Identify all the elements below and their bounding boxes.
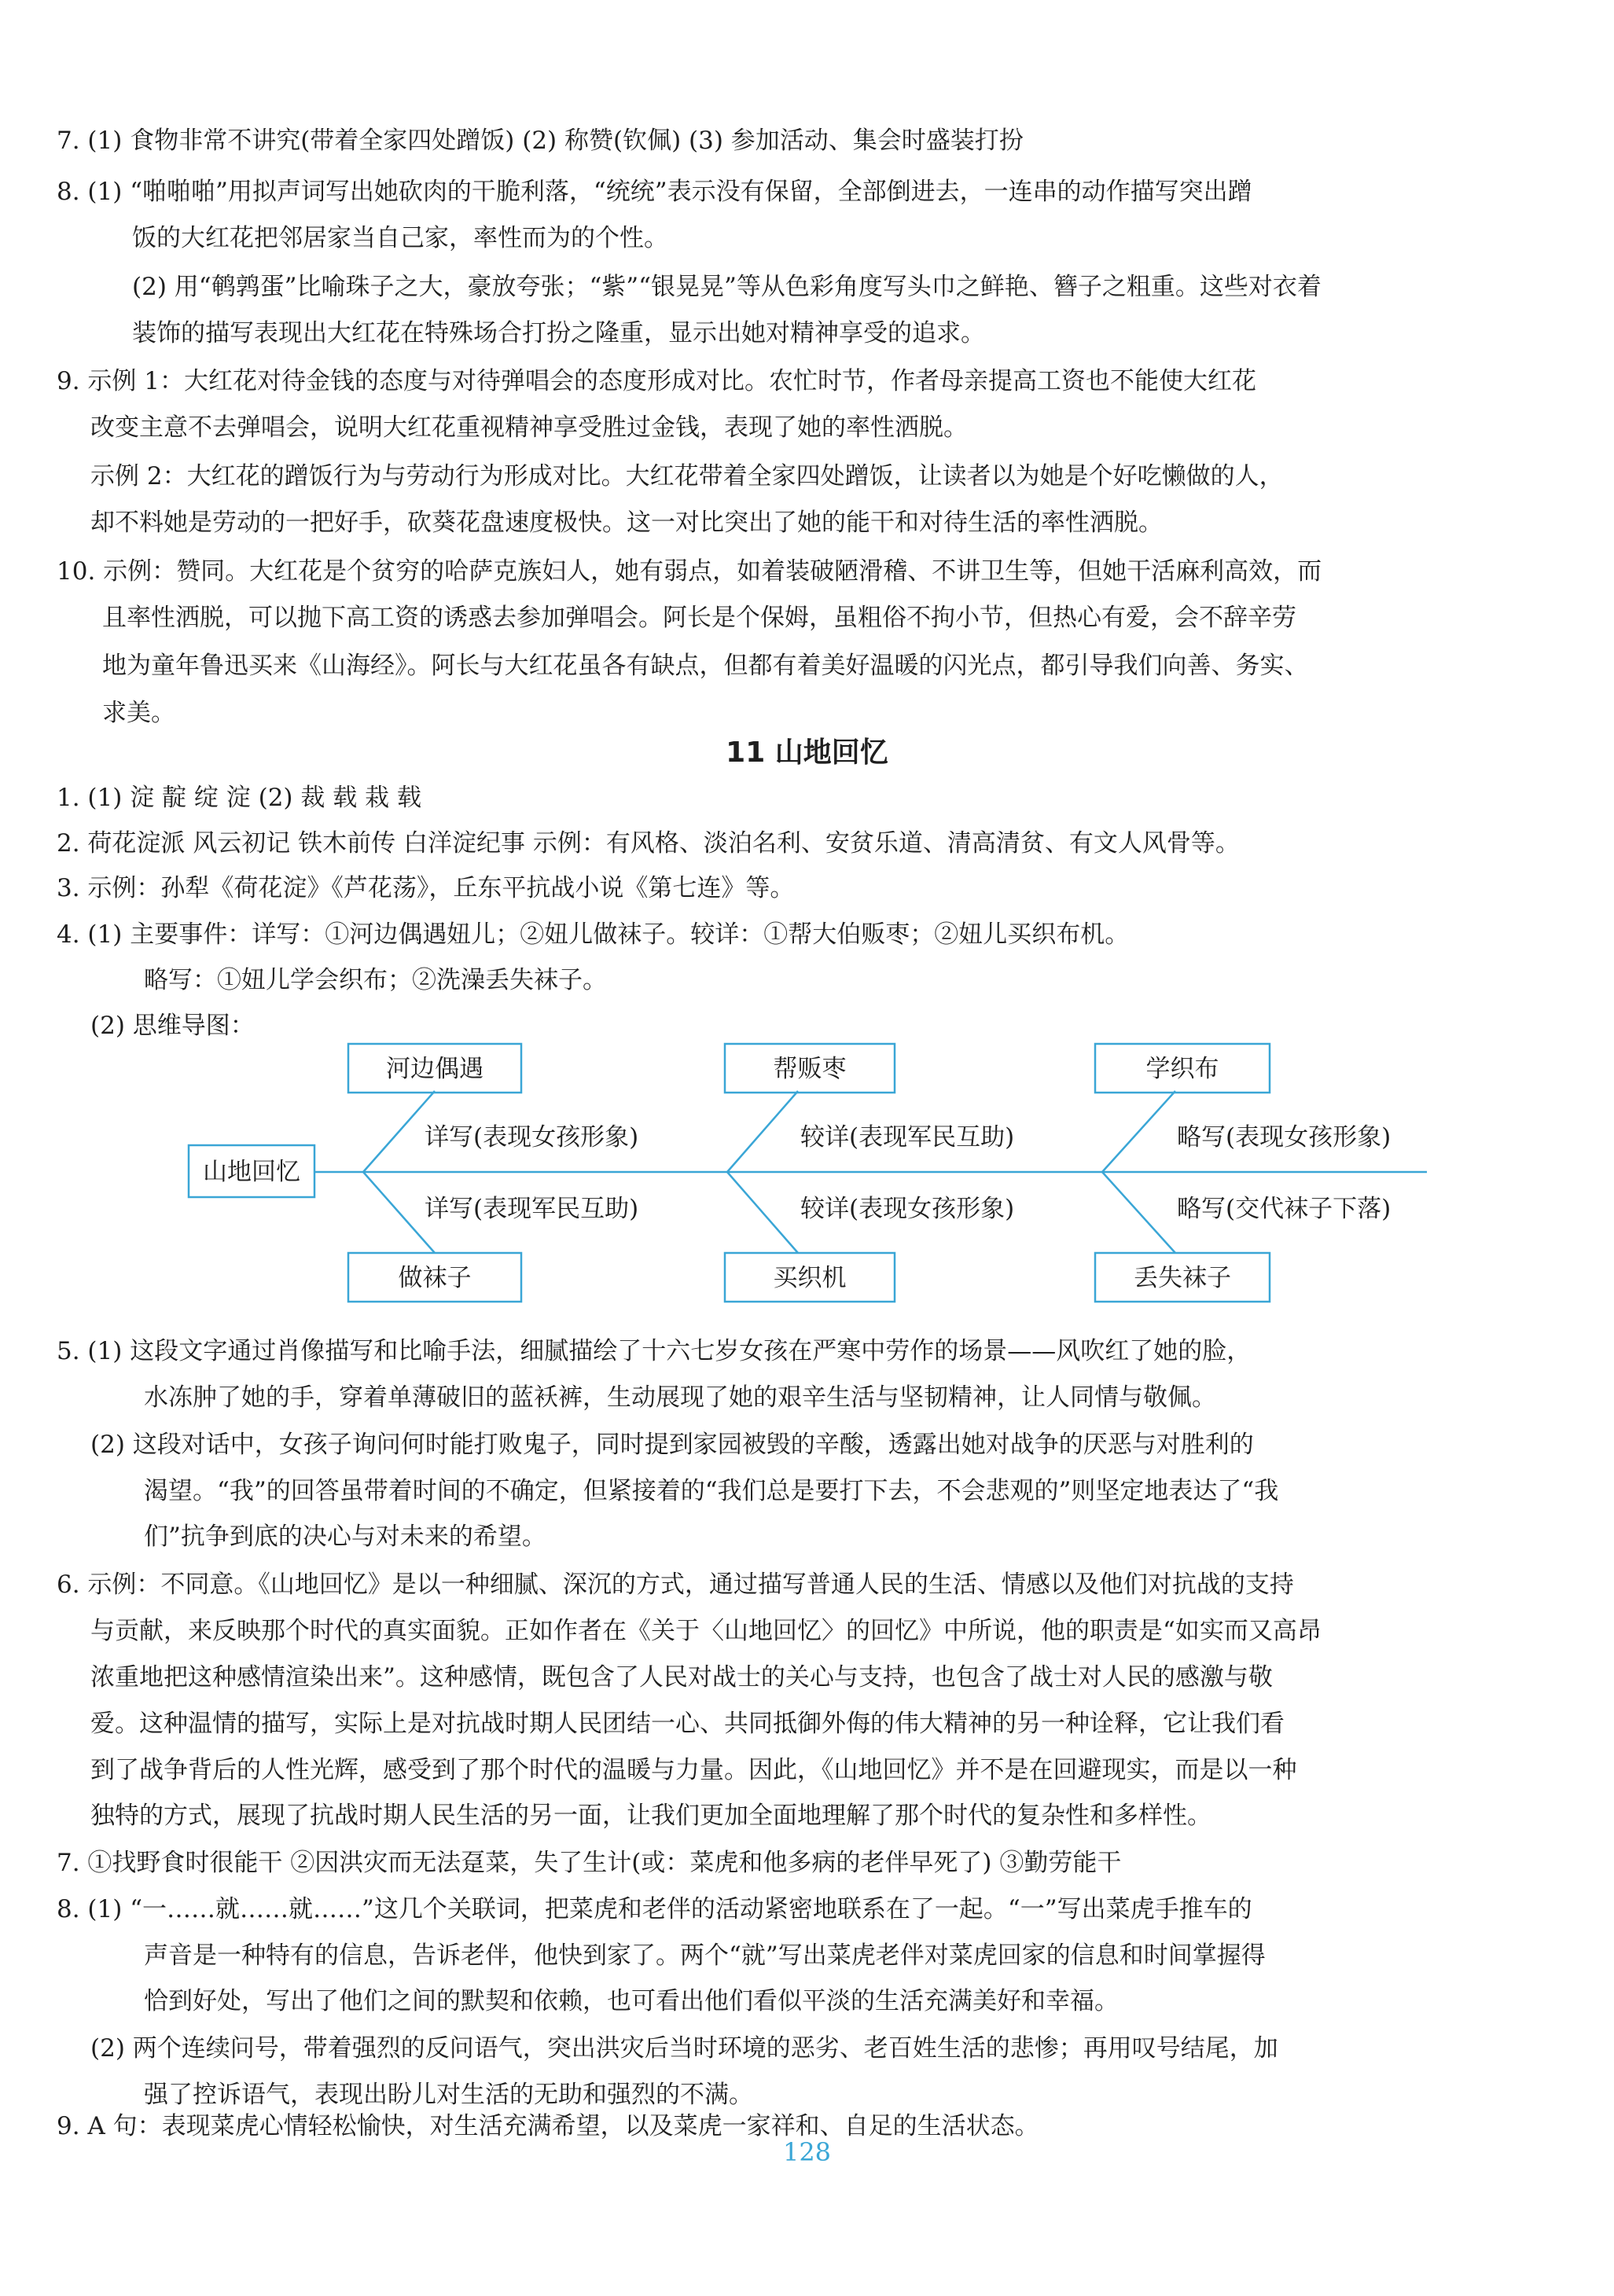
s11-answer-6-cont-5: 独特的方式，展现了抗战时期人民生活的另一面，让我们更加全面地理解了那个时代的复杂性和多样性。 <box>90 1802 1211 1830</box>
top-box-1-label: 河边偶遇 <box>386 1055 483 1083</box>
answer-9-example-2-cont: 却不料她是劳动的一把好手，砍葵花盘速度极快。这一对比突出了她的能干和对待生活的率性洒脱。 <box>90 509 1163 537</box>
s11-answer-4-1-cont: 略写：①妞儿学会织布；②洗澡丢失袜子。 <box>144 966 607 994</box>
s11-answer-5-2-cont-2: 们”抗争到底的决心与对未来的希望。 <box>144 1523 546 1551</box>
branch-3-down <box>1102 1172 1175 1253</box>
top-box-3 <box>1095 1044 1270 1093</box>
s11-answer-8-2-cont: 强了控诉语气，表现出盼儿对生活的无助和强烈的不满。 <box>144 2081 753 2109</box>
s11-answer-1: 1. (1) 淀 靛 绽 淀 (2) 裁 载 栽 载 <box>57 784 421 812</box>
s11-answer-8-1: 8. (1) “一……就……就……”这几个关联词，把菜虎和老伴的活动紧密地联系在了一起。“一”写出菜虎手推车的 <box>57 1895 1252 1923</box>
s11-answer-4-1: 4. (1) 主要事件：详写：①河边偶遇妞儿；②妞儿做袜子。较详：①帮大伯贩枣；②妞儿买织布机。 <box>57 920 1130 949</box>
section-title: 11 山地回忆 <box>726 737 888 769</box>
bottom-box-1-label: 做袜子 <box>398 1264 472 1292</box>
upper-label-3: 略写(表现女孩形象) <box>1177 1123 1392 1152</box>
s11-answer-6-cont-2: 浓重地把这种感情渲染出来”。这种感情，既包含了人民对战士的关心与支持，也包含了战士对人民的感激与敬 <box>90 1663 1273 1692</box>
page-number: 128 <box>782 2137 832 2167</box>
answer-7: 7. (1) 食物非常不讲究(带着全家四处蹭饭) (2) 称赞(钦佩) (3) 参加活动、集会时盛装打扮 <box>57 127 1024 155</box>
bottom-box-3 <box>1095 1253 1270 1302</box>
top-box-1 <box>348 1044 521 1093</box>
upper-label-2: 较详(表现军民互助) <box>800 1123 1015 1152</box>
bottom-box-3-label: 丢失袜子 <box>1134 1264 1231 1292</box>
s11-answer-2: 2. 荷花淀派 风云初记 铁木前传 白洋淀纪事 示例：有风格、淡泊名利、安贫乐道、清高清贫、有文人风骨等。 <box>57 829 1240 858</box>
s11-answer-8-1-cont-2: 恰到好处，写出了他们之间的默契和依赖，也可看出他们看似平淡的生活充满美好和幸福。 <box>144 1987 1119 2015</box>
s11-answer-5-1-cont: 水冻肿了她的手，穿着单薄破旧的蓝袄裤，生动展现了她的艰辛生活与坚韧精神，让人同情与敬佩。 <box>144 1383 1216 1412</box>
branch-1-up <box>363 1091 435 1172</box>
branch-2-down <box>727 1172 798 1253</box>
s11-answer-5-1: 5. (1) 这段文字通过肖像描写和比喻手法，细腻描绘了十六七岁女孩在严寒中劳作的场景——风吹红了她的脸， <box>57 1337 1252 1365</box>
center-label: 山地回忆 <box>203 1158 300 1186</box>
answer-10: 10. 示例：赞同。大红花是个贫穷的哈萨克族妇人，她有弱点，如着装破陋滑稽、不讲卫生等，但她干活麻利高效，而 <box>57 557 1322 586</box>
lower-label-2: 较详(表现女孩形象) <box>800 1195 1015 1223</box>
s11-answer-3: 3. 示例：孙犁《荷花淀》《芦花荡》，丘东平抗战小说《第七连》等。 <box>57 874 795 902</box>
bottom-box-2 <box>725 1253 895 1302</box>
lower-label-3: 略写(交代袜子下落) <box>1177 1195 1392 1223</box>
s11-answer-6-cont-1: 与贡献，来反映那个时代的真实面貌。正如作者在《关于〈山地回忆〉的回忆》中所说，他的职责是“如实而又高昂 <box>90 1617 1322 1645</box>
top-box-2-label: 帮贩枣 <box>773 1055 847 1083</box>
answer-8-2-cont: 装饰的描写表现出大红花在特殊场合打扮之隆重，显示出她对精神享受的追求。 <box>132 319 985 347</box>
s11-answer-7: 7. ①找野食时很能干 ②因洪灾而无法趸菜，失了生计(或：菜虎和他多病的老伴早死了) ③勤劳能干 <box>57 1849 1122 1877</box>
answer-8-1-cont: 饭的大红花把邻居家当自己家，率性而为的个性。 <box>132 224 668 252</box>
bottom-box-2-label: 买织机 <box>773 1264 847 1292</box>
s11-answer-5-2-cont-1: 渴望。“我”的回答虽带着时间的不确定，但紧接着的“我们总是要打下去，不会悲观的”则坚定地表达了“我 <box>144 1477 1279 1505</box>
answer-10-cont-1: 且率性洒脱，可以抛下高工资的诱惑去参加弹唱会。阿长是个保姆，虽粗俗不拘小节，但热心有爱，会不辞辛劳 <box>102 604 1296 632</box>
answer-9-example-1: 9. 示例 1：大红花对待金钱的态度与对待弹唱会的态度形成对比。农忙时节，作者母亲提高工资也不能使大红花 <box>57 367 1257 395</box>
answer-10-cont-3: 求美。 <box>102 699 175 727</box>
bottom-box-1 <box>348 1253 521 1302</box>
s11-answer-9: 9. A 句：表现菜虎心情轻松愉快，对生活充满希望，以及菜虎一家祥和、自足的生活状态。 <box>57 2112 1039 2140</box>
answer-10-cont-2: 地为童年鲁迅买来《山海经》。阿长与大红花虽各有缺点，但都有着美好温暖的闪光点，都引导我们向善、务实、 <box>102 652 1309 680</box>
branch-2-up <box>727 1091 798 1172</box>
upper-label-1: 详写(表现女孩形象) <box>425 1123 639 1152</box>
branch-1-down <box>363 1172 435 1253</box>
s11-answer-6-cont-3: 爱。这种温情的描写，实际上是对抗战时期人民团结一心、共同抵御外侮的伟大精神的另一种诠释，它让我们看 <box>90 1710 1285 1738</box>
top-box-2 <box>725 1044 895 1093</box>
lower-label-1: 详写(表现军民互助) <box>425 1195 639 1223</box>
s11-answer-6: 6. 示例：不同意。《山地回忆》是以一种细腻、深沉的方式，通过描写普通人民的生活、情感以及他们对抗战的支持 <box>57 1570 1294 1599</box>
s11-answer-8-2: (2) 两个连续问号，带着强烈的反问语气，突出洪灾后当时环境的恶劣、老百姓生活的悲惨；再用叹号结尾，加 <box>90 2034 1278 2063</box>
answer-9-example-2: 示例 2：大红花的蹭饭行为与劳动行为形成对比。大红花带着全家四处蹭饭，让读者以为她是个好吃懒做的人， <box>90 462 1284 490</box>
answer-8-1: 8. (1) “啪啪啪”用拟声词写出她砍肉的干脆利落，“统统”表示没有保留，全部倒进去，一连串的动作描写突出蹭 <box>57 178 1252 206</box>
s11-answer-6-cont-4: 到了战争背后的人性光辉，感受到了那个时代的温暖与力量。因此，《山地回忆》并不是在回避现实，而是以一种 <box>90 1756 1297 1784</box>
top-box-3-label: 学织布 <box>1145 1055 1219 1083</box>
s11-answer-5-2: (2) 这段对话中，女孩子询问何时能打败鬼子，同时提到家园被毁的辛酸，透露出她对战争的厌恶与对胜利的 <box>90 1431 1254 1459</box>
center-box <box>189 1145 314 1197</box>
answer-8-2: (2) 用“鹌鹑蛋”比喻珠子之大，豪放夸张；“紫”“银晃晃”等从色彩角度写头巾之鲜艳、簪子之粗重。这些对衣着 <box>132 273 1322 301</box>
s11-answer-4-2-label: (2) 思维导图： <box>90 1012 255 1040</box>
s11-answer-8-1-cont-1: 声音是一种特有的信息，告诉老伴，他快到家了。两个“就”写出菜虎老伴对菜虎回家的信息和时间掌握得 <box>144 1941 1266 1970</box>
branch-3-up <box>1102 1091 1175 1172</box>
answer-9-example-1-cont: 改变主意不去弹唱会，说明大红花重视精神享受胜过金钱，表现了她的率性洒脱。 <box>90 413 968 442</box>
